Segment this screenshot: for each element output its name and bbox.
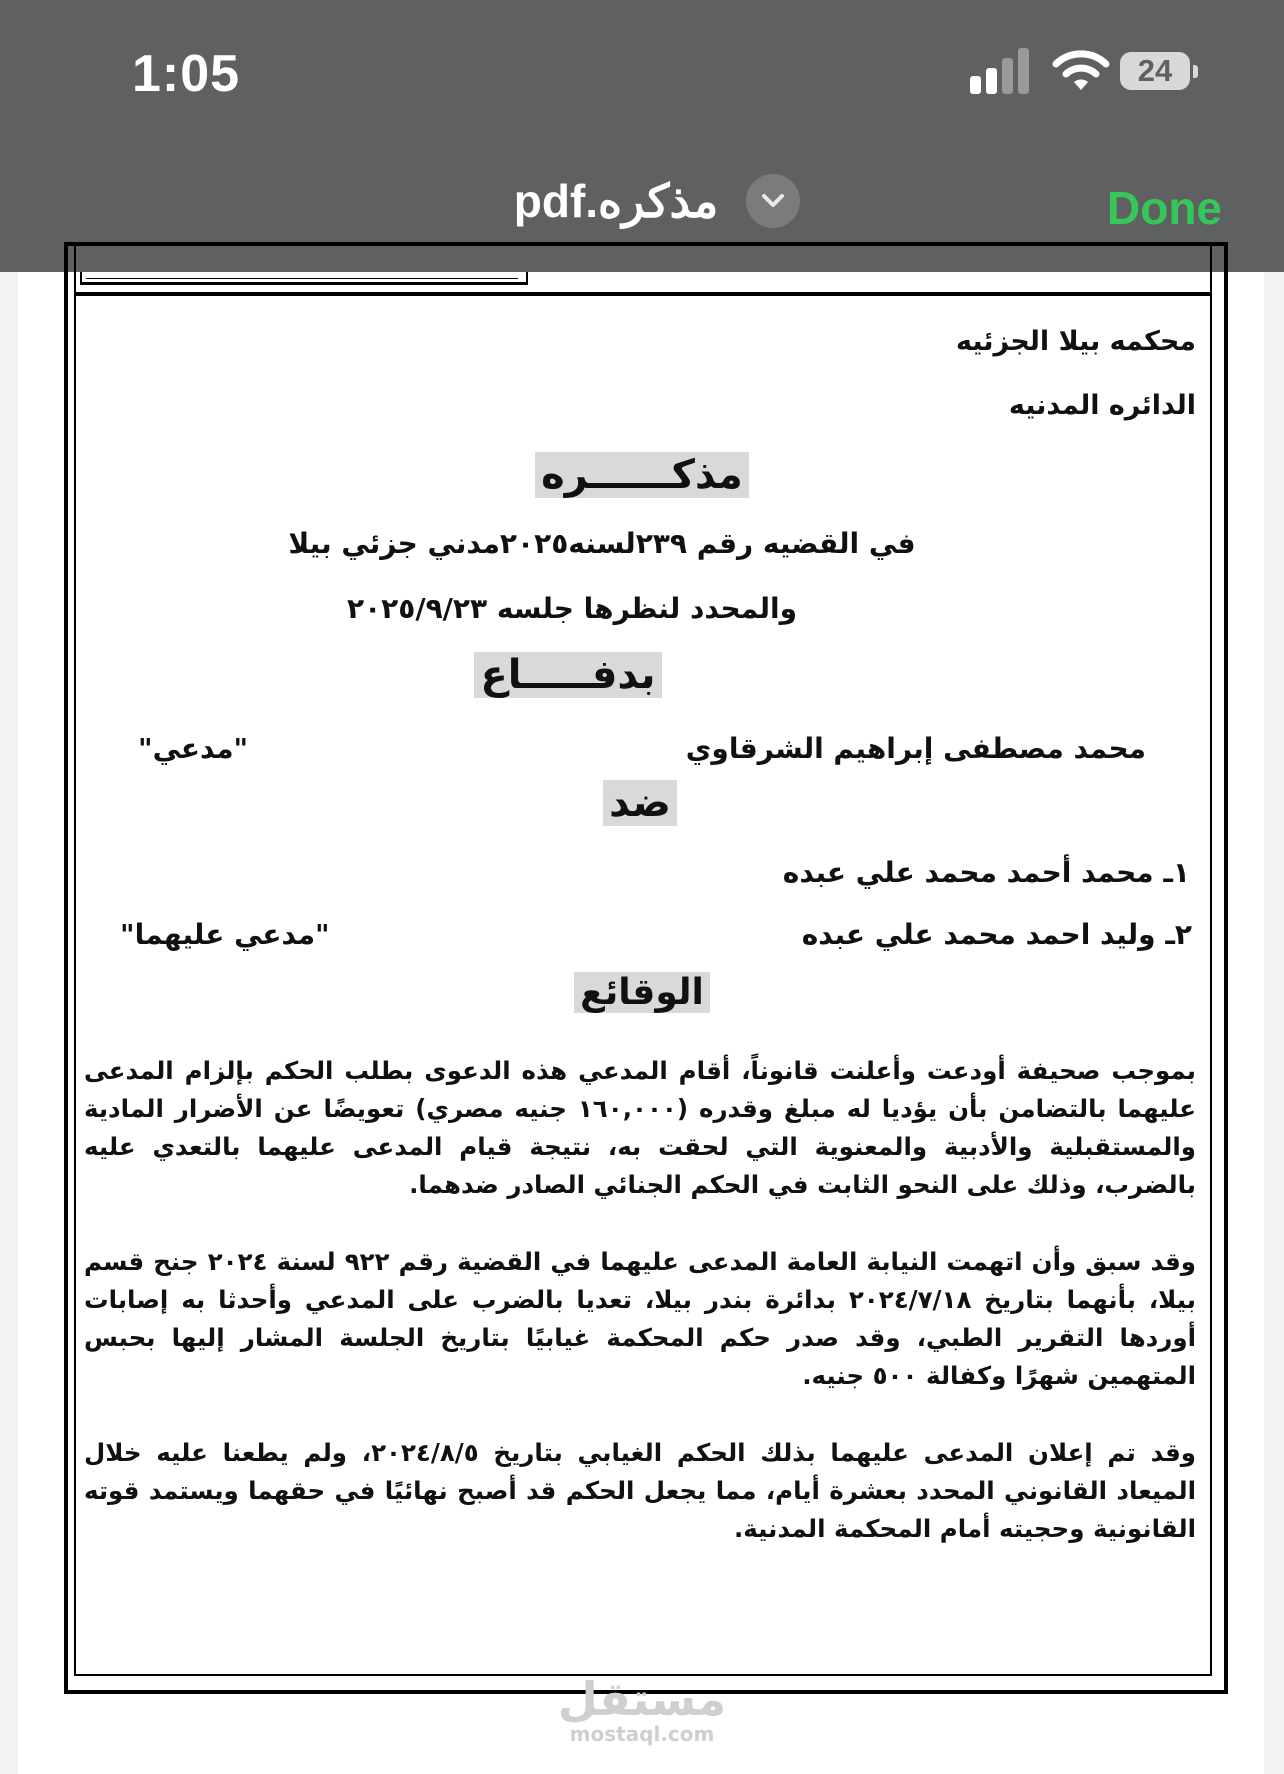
defendant-1: ١ـ محمد أحمد محمد علي عبده <box>782 856 1190 889</box>
circuit-name: الدائره المدنيه <box>1008 390 1196 421</box>
chevron-down-icon[interactable] <box>746 174 800 228</box>
wifi-icon <box>1050 50 1112 94</box>
plaintiff-name: محمد مصطفى إبراهيم الشرقاوي <box>685 732 1146 765</box>
case-number-line: في القضيه رقم ٢٣٩لسنه٢٠٢٥مدني جزئي بيلا <box>288 527 916 560</box>
pdf-viewport[interactable] <box>0 272 1284 1774</box>
document-title-bar[interactable] <box>0 174 1284 228</box>
document-title[interactable]: مذكره.pdf <box>513 175 719 227</box>
facts-heading-text: الوقائع <box>574 972 710 1013</box>
memo-heading <box>0 452 1284 498</box>
court-name: محكمه بيلا الجزئيه <box>956 326 1196 357</box>
mostaql-watermark <box>0 1674 1284 1744</box>
plaintiff-role: "مدعي" <box>138 732 249 765</box>
cellular-signal-icon <box>970 46 1030 94</box>
defendants-role: "مدعي عليهما" <box>120 918 330 951</box>
battery-tip <box>1193 65 1198 78</box>
watermark-arabic: مستقل <box>557 1672 727 1726</box>
done-button[interactable]: Done <box>1107 182 1222 234</box>
session-date-line: والمحدد لنظرها جلسه ٢٠٢٥/٩/٢٣ <box>347 592 797 625</box>
against-heading <box>0 780 1282 826</box>
facts-heading <box>0 972 1284 1013</box>
status-time: 1:05 <box>132 45 241 103</box>
defense-heading-text: بدفـــــاع <box>474 652 661 698</box>
facts-paragraph-1: بموجب صحيفة أودعت وأعلنت قانوناً، أقام المدعي هذه الدعوى بطلب الحكم بإلزام المدعى عليهما بالتضامن بأن يؤديا له مبلغ وقدره (١٦٠,٠٠٠ جنيه مصري) تعويضًا عن الأضرار المادية والمستقبلية والأدبية والمعنوية التي لحقت به، نتيجة قيام المدعى عليهما بالتعدي عليه بالضرب، وذلك على النحو الثابت في الحكم الجنائي الصادر ضدهما. <box>84 1056 1196 1199</box>
watermark-latin: mostaql.com <box>569 1722 715 1746</box>
against-heading-text: ضد <box>603 780 677 826</box>
defense-heading <box>0 652 1210 698</box>
facts-paragraph-2: وقد سبق وأن اتهمت النيابة العامة المدعى عليهما في القضية رقم ٩٢٢ لسنة ٢٠٢٤ جنح قسم بيلا، بأنهما بتاريخ ٢٠٢٤/٧/١٨ بدائرة بندر بيلا، تعديا بالضرب على المدعي وأحدثا به إصابات أوردها التقرير الطبي، وقد صدر حكم المحكمة غيابيًا بتاريخ الجلسة المشار إليها بحبس المتهمين شهرًا وكفالة ٥٠٠ جنيه. <box>84 1247 1196 1390</box>
memo-heading-text: مذكــــــره <box>535 452 749 498</box>
viewer-top-bar <box>0 0 1284 272</box>
battery-icon: 24 <box>1120 52 1190 90</box>
facts-paragraph-3: وقد تم إعلان المدعى عليهما بذلك الحكم الغيابي بتاريخ ٢٠٢٤/٨/٥، ولم يطعنا عليه خلال الميعاد القانوني المحدد بعشرة أيام، مما يجعل الحكم قد أصبح نهائيًا في حقهما ويستمد قوته القانونية وحجيته أمام المحكمة المدنية. <box>84 1438 1196 1543</box>
defendant-2: ٢ـ وليد احمد محمد علي عبده <box>801 918 1192 951</box>
